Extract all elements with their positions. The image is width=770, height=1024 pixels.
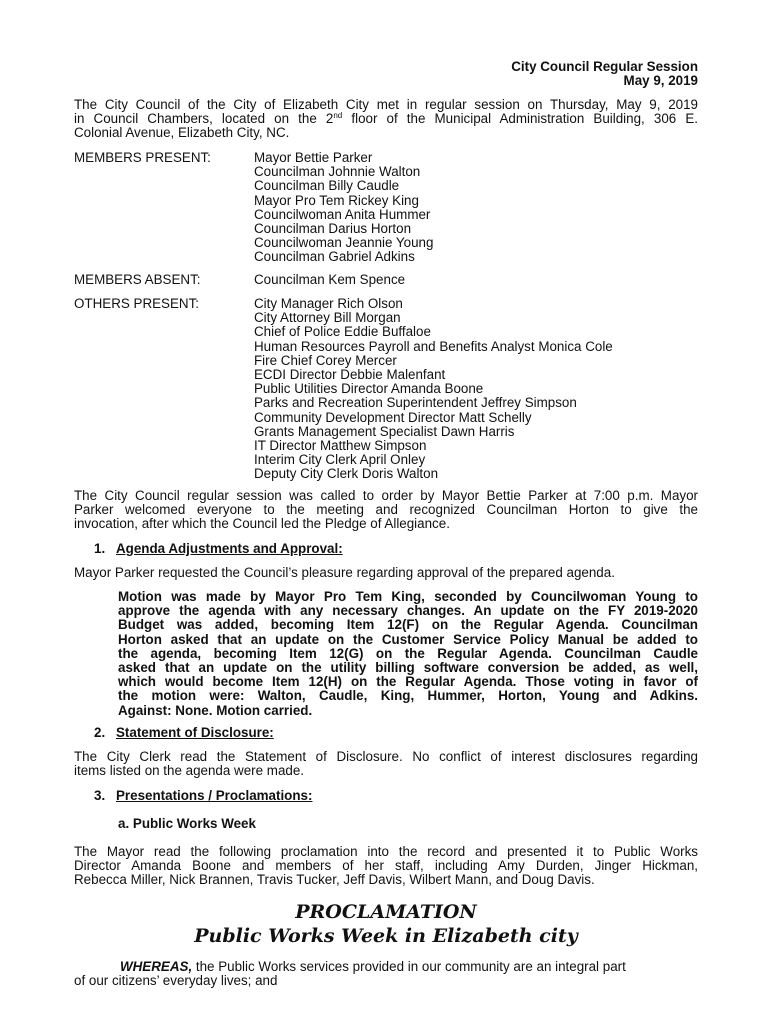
intro-line: The City Council of the City of Elizabeth City met in regular session on Thursday, May 9, 2019 bbox=[74, 97, 698, 112]
section-heading bbox=[94, 789, 312, 803]
section-text bbox=[74, 566, 698, 580]
intro-paragraph bbox=[74, 98, 698, 141]
motion-line: Motion was made by Mayor Pro Tem King, seconded by Councilwoman Young to bbox=[118, 589, 698, 604]
intro-superscript: nd bbox=[333, 111, 343, 121]
motion-paragraph bbox=[118, 590, 698, 718]
proclamation-title: PROCLAMATION bbox=[295, 901, 477, 923]
list-item: Councilman Kem Spence bbox=[254, 272, 406, 287]
list-item: Mayor Pro Tem Rickey King bbox=[254, 192, 419, 208]
list-item: Public Utilities Director Amanda Boone bbox=[254, 381, 484, 397]
motion-line: Against: None. Motion carried. bbox=[118, 702, 313, 718]
motion-line: which would become Item 12(H) on the Regular Agenda. Those voting in favor of bbox=[118, 674, 698, 690]
paragraph-line: The City Clerk read the Statement of Disclosure. No conflict of interest disclosures regarding bbox=[74, 749, 698, 764]
list-item: Interim City Clerk April Onley bbox=[254, 452, 426, 468]
section-text bbox=[74, 750, 698, 778]
list-item: Councilman Darius Horton bbox=[254, 221, 412, 237]
list-item: Community Development Director Matt Schelly bbox=[254, 409, 532, 425]
members-absent-list bbox=[254, 273, 405, 287]
intro-line-rest: floor of the Municipal Administration Building, 306 E. bbox=[351, 111, 698, 127]
paragraph-line: Rebecca Miller, Nick Brannen, Travis Tucker, Jeff Davis, Wilbert Mann, and Doug Davis. bbox=[74, 872, 595, 888]
list-item: Grants Management Specialist Dawn Harris bbox=[254, 423, 515, 439]
whereas-line: of our citizens’ everyday lives; and bbox=[74, 973, 278, 989]
list-item: Councilman Johnnie Walton bbox=[254, 164, 421, 180]
section-title: Statement of Disclosure: bbox=[116, 725, 274, 740]
section-number: 3. bbox=[94, 788, 106, 803]
motion-line: approve the agenda with any necessary changes. An update on the FY 2019-2020 bbox=[118, 603, 698, 619]
list-item: Deputy City Clerk Doris Walton bbox=[254, 466, 439, 482]
members-present-label: MEMBERS PRESENT: bbox=[74, 150, 211, 165]
intro-line-prefix: in Council Chambers, located on the 2 bbox=[74, 111, 334, 127]
motion-line: Budget was added, becoming Item 12(F) on the Regular Agenda. Councilman bbox=[118, 617, 698, 633]
list-item: ECDI Director Debbie Malenfant bbox=[254, 367, 446, 383]
section-heading bbox=[94, 542, 343, 556]
whereas-line bbox=[74, 960, 698, 974]
list-item: Councilwoman Anita Hummer bbox=[254, 206, 431, 222]
intro-line bbox=[74, 112, 698, 126]
paragraph-line: Director Amanda Boone and members of her staff, including Amy Durden, Jinger Hickman, bbox=[74, 858, 698, 874]
section-title: Presentations / Proclamations: bbox=[116, 788, 313, 803]
paragraph-line: Mayor Parker requested the Council’s pleasure regarding approval of the prepared agenda. bbox=[74, 565, 615, 580]
list-item: Chief of Police Eddie Buffaloe bbox=[254, 324, 431, 340]
list-item: Councilwoman Jeannie Young bbox=[254, 235, 434, 251]
paragraph-line: items listed on the agenda were made. bbox=[74, 763, 305, 779]
paragraph-line: The Mayor read the following proclamation into the record and presented it to Public Works bbox=[74, 844, 698, 859]
session-date: May 9, 2019 bbox=[623, 73, 698, 89]
list-item: Human Resources Payroll and Benefits Analyst Monica Cole bbox=[254, 338, 613, 354]
paragraph-line: Parker welcomed everyone to the meeting and recognized Councilman Horton to give the bbox=[74, 502, 698, 518]
list-item: Councilman Billy Caudle bbox=[254, 178, 400, 194]
motion-line: the motion were: Walton, Caudle, King, Hummer, Horton, Young and Adkins. bbox=[118, 688, 698, 704]
document-header bbox=[511, 60, 698, 88]
members-present-list bbox=[254, 151, 433, 265]
list-item: IT Director Matthew Simpson bbox=[254, 438, 427, 454]
whereas-keyword: WHEREAS, bbox=[120, 959, 193, 974]
proclamation-heading bbox=[74, 900, 698, 948]
motion-line: the agenda, becoming Item 12(G) on the Regular Agenda. Councilman Caudle bbox=[118, 645, 698, 661]
section-heading bbox=[94, 726, 274, 740]
others-present-list bbox=[254, 297, 613, 482]
others-present-label: OTHERS PRESENT: bbox=[74, 296, 199, 311]
intro-line: Colonial Avenue, Elizabeth City, NC. bbox=[74, 125, 290, 141]
proclamation-subtitle: Public Works Week in Elizabeth city bbox=[194, 925, 578, 947]
session-title: City Council Regular Session bbox=[511, 59, 698, 74]
motion-line: Horton asked that an update on the Customer Service Policy Manual be added to bbox=[118, 631, 698, 647]
list-item: Fire Chief Corey Mercer bbox=[254, 352, 397, 368]
whereas-text: the Public Works services provided in our community are an integral part bbox=[192, 959, 626, 974]
list-item: Parks and Recreation Superintendent Jeffrey Simpson bbox=[254, 395, 577, 411]
members-absent-label: MEMBERS ABSENT: bbox=[74, 272, 201, 287]
paragraph-line: The City Council regular session was called to order by Mayor Bettie Parker at 7:00 p.m. Mayor bbox=[74, 488, 698, 503]
list-item: City Manager Rich Olson bbox=[254, 296, 403, 311]
sub-item-heading: a. Public Works Week bbox=[118, 816, 256, 831]
section-number: 1. bbox=[94, 541, 106, 556]
section-number: 2. bbox=[94, 725, 106, 740]
section-text bbox=[74, 845, 698, 888]
list-item: Councilman Gabriel Adkins bbox=[254, 249, 415, 265]
paragraph-line: invocation, after which the Council led the Pledge of Allegiance. bbox=[74, 516, 450, 532]
list-item: Mayor Bettie Parker bbox=[254, 150, 373, 165]
section-title: Agenda Adjustments and Approval: bbox=[116, 541, 343, 556]
list-item: City Attorney Bill Morgan bbox=[254, 310, 401, 326]
whereas-paragraph bbox=[74, 960, 698, 988]
motion-line: asked that an update on the utility billing software conversion be added, as well, bbox=[118, 660, 698, 676]
call-to-order-paragraph bbox=[74, 489, 698, 532]
